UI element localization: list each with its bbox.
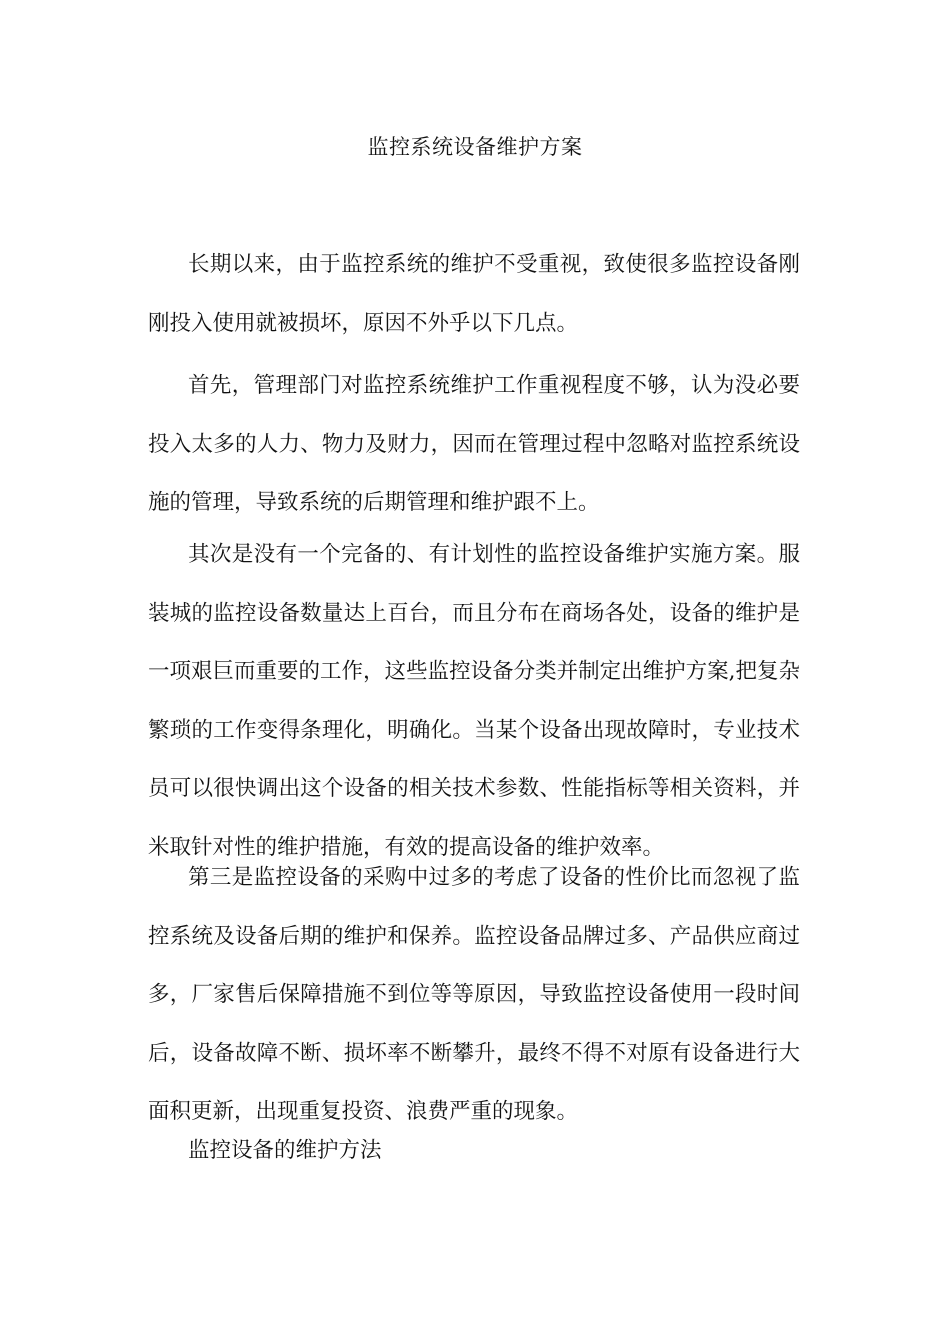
section-heading-maintenance-methods: 监控设备的维护方法 <box>188 1138 382 1163</box>
paragraph-first-reason: 首先，管理部门对监控系统维护工作重视程度不够，认为没必要投入太多的人力、物力及财力，因而在管理过程中忽略对监控系统设施的管理，导致系统的后期管理和维护跟不上。 <box>148 373 800 515</box>
paragraph-third-reason: 第三是监控设备的采购中过多的考虑了设备的性价比而忽视了监控系统及设备后期的维护和保养。监控设备品牌过多、产品供应商过多，厂家售后保障措施不到位等等原因，导致监控设备使用一段时间后，设备故障不断、损坏率不断攀升，最终不得不对原有设备进行大面积更新，出现重复投资、浪费严重的现象。 <box>148 865 800 1124</box>
paragraph-intro: 长期以来，由于监控系统的维护不受重视，致使很多监控设备刚刚投入使用就被损坏，原因不外乎以下几点。 <box>148 252 800 336</box>
paragraph-second-reason: 其次是没有一个完备的、有计划性的监控设备维护实施方案。服装城的监控设备数量达上百台，而且分布在商场各处，设备的维护是一项艰巨而重要的工作，这些监控设备分类并制定出维护方案,把复杂繁琐的工作变得条理化，明确化。当某个设备出现故障时，专业技术员可以很快调出这个设备的相关技术参数、性能指标等相关资料，并米取针对性的维护措施，有效的提高设备的维护效率。 <box>148 542 800 860</box>
document-title: 监控系统设备维护方案 <box>367 135 583 159</box>
